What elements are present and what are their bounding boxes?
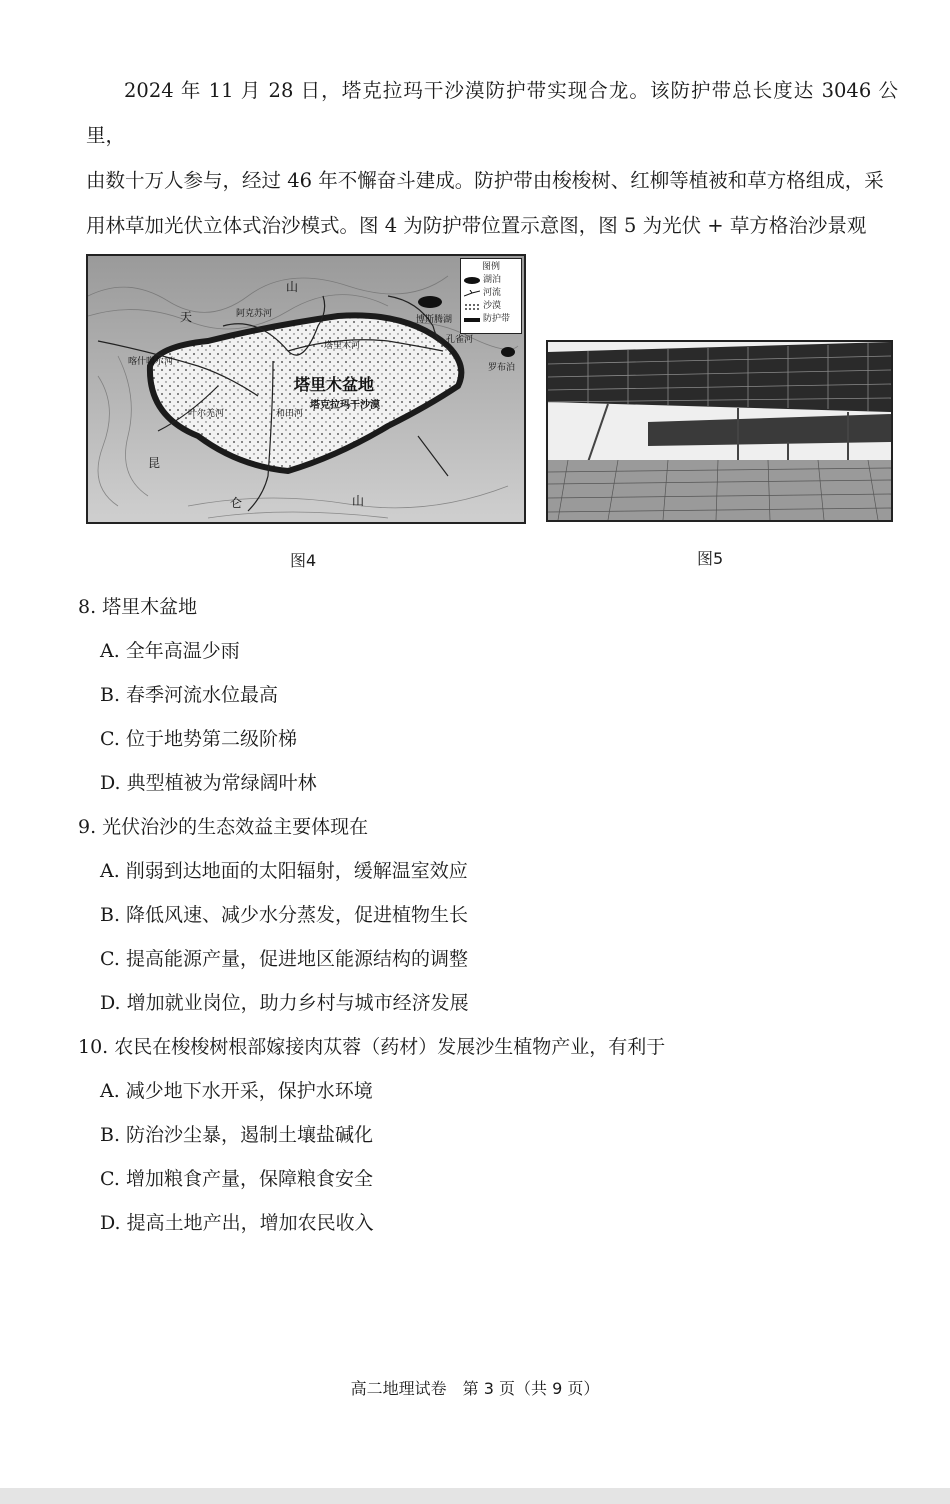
belt-symbol-icon xyxy=(464,318,480,322)
question-8-option-c: C. 位于地势第二级阶梯 xyxy=(100,728,297,750)
map-label-lun: 仑 xyxy=(230,496,243,510)
solar-panel-photo xyxy=(548,342,891,520)
map-label-lopnur: 罗布泊 xyxy=(488,363,516,373)
figure-5-photo xyxy=(546,340,893,522)
question-8-option-a: A. 全年高温少雨 xyxy=(100,640,240,662)
question-8-stem: 8. 塔里木盆地 xyxy=(78,596,198,618)
figure-4-map xyxy=(86,254,526,524)
desert-symbol-icon xyxy=(464,303,480,311)
page-footer: 高二地理试卷 第 3 页（共 9 页） xyxy=(350,1379,600,1398)
map-label-bosten-lake: 博斯腾湖 xyxy=(416,315,453,325)
legend-belt: 防护带 xyxy=(464,313,518,326)
question-10-option-a: A. 减少地下水开采，保护水环境 xyxy=(100,1080,373,1102)
question-10-stem: 10. 农民在梭梭树根部嫁接肉苁蓉（药材）发展沙生植物产业，有利于 xyxy=(78,1036,666,1058)
question-10-option-d: D. 提高土地产出，增加农民收入 xyxy=(100,1212,374,1234)
question-9-option-d: D. 增加就业岗位，助力乡村与城市经济发展 xyxy=(100,992,469,1014)
legend-lake: 湖泊 xyxy=(464,274,518,287)
intro-line-1: 2024 年 11 月 28 日，塔克拉玛干沙漠防护带实现合龙。该防护带总长度达 3046 公里， xyxy=(86,79,898,147)
map-label-tian: 天 xyxy=(180,310,193,324)
map-label-hotan-river: 和田河 xyxy=(276,409,304,419)
legend-river: 河流 xyxy=(464,287,518,300)
question-8-option-b: B. 春季河流水位最高 xyxy=(100,684,279,706)
intro-line-2: 由数十万人参与，经过 46 年不懈奋斗建成。防护带由梭梭树、红柳等植被和草方格组成，采 xyxy=(86,169,884,192)
question-9-stem: 9. 光伏治沙的生态效益主要体现在 xyxy=(78,816,369,838)
scan-bottom-edge xyxy=(0,1488,950,1504)
map-label-tarim-river: 塔里木河 xyxy=(324,341,361,351)
lopnur-shape xyxy=(501,347,515,357)
map-label-shan-north: 山 xyxy=(286,280,299,294)
map-label-basin: 塔里木盆地 xyxy=(294,375,375,394)
question-8-option-d: D. 典型植被为常绿阔叶林 xyxy=(100,772,317,794)
river-symbol-icon xyxy=(464,290,480,298)
map-label-yarkand-river: 叶尔羌河 xyxy=(188,409,225,419)
legend-desert: 沙漠 xyxy=(464,300,518,313)
lake-symbol-icon xyxy=(464,277,480,284)
map-label-kashgar-river: 喀什噶尔河 xyxy=(128,357,174,367)
map-label-shan-south: 山 xyxy=(352,494,365,508)
intro-line-3: 用林草加光伏立体式治沙模式。图 4 为防护带位置示意图，图 5 为光伏 + 草方格治沙景观 xyxy=(86,214,867,237)
map-legend: 图例 湖泊 河流 沙漠 防护带 xyxy=(460,258,522,334)
question-9-option-a: A. 削弱到达地面的太阳辐射，缓解温室效应 xyxy=(100,860,468,882)
map-label-desert: 塔克拉玛干沙漠 xyxy=(310,400,380,411)
figure-4-caption: 图4 xyxy=(290,551,317,570)
question-9-option-b: B. 降低风速、减少水分蒸发，促进植物生长 xyxy=(100,904,469,926)
map-label-kongque-river: 孔雀河 xyxy=(446,335,474,345)
bosten-lake-shape xyxy=(418,296,442,308)
question-9-option-c: C. 提高能源产量，促进地区能源结构的调整 xyxy=(100,948,468,970)
question-10-option-c: C. 增加粮食产量，保障粮食安全 xyxy=(100,1168,373,1190)
map-label-kun: 昆 xyxy=(148,456,161,470)
map-label-aksu-river: 阿克苏河 xyxy=(236,309,273,319)
figure-5-caption: 图5 xyxy=(697,549,724,568)
question-10-option-b: B. 防治沙尘暴，遏制土壤盐碱化 xyxy=(100,1124,374,1146)
